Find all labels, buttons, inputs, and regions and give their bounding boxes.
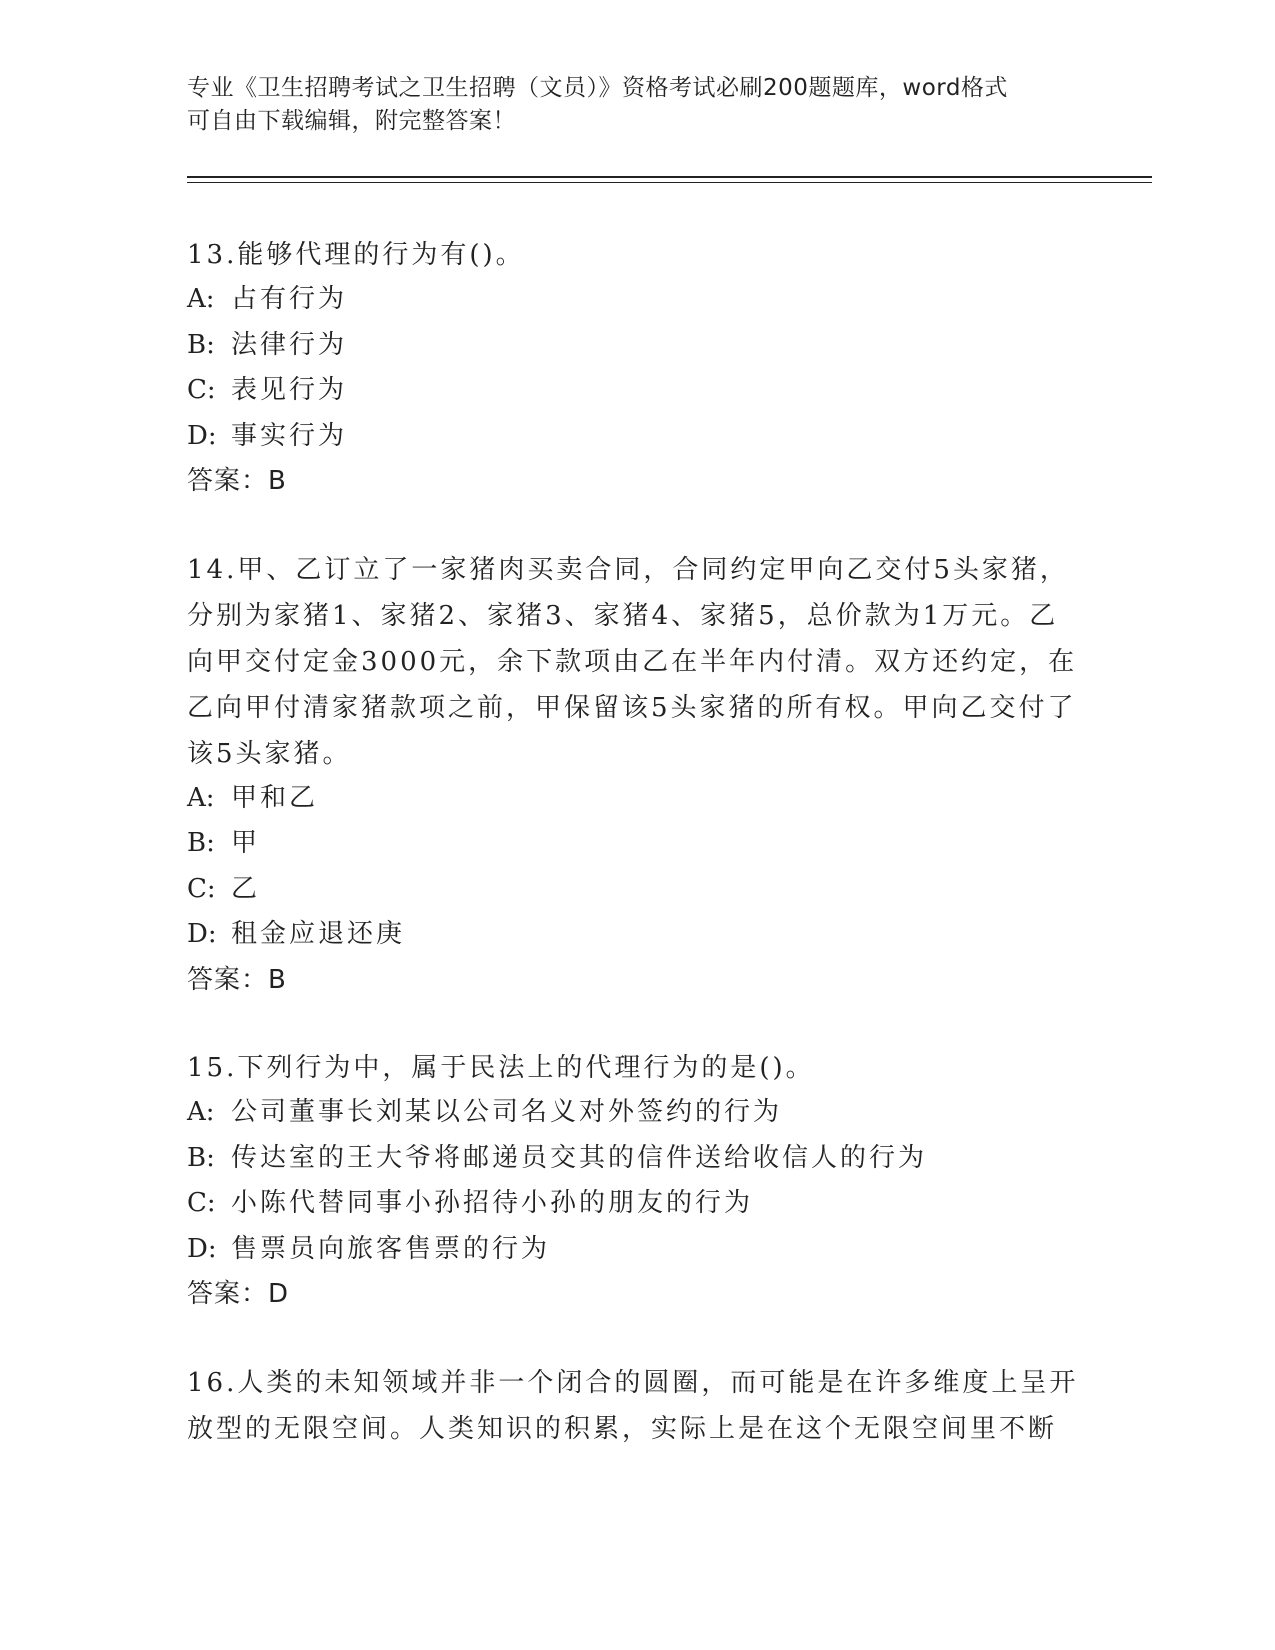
option-c bbox=[187, 1181, 1087, 1227]
option-letter: A: bbox=[187, 284, 215, 314]
option-b bbox=[187, 323, 1087, 369]
answer: 答案：B bbox=[187, 964, 287, 995]
header-rule-thick bbox=[187, 176, 1152, 178]
question-stem: 14.甲、乙订立了一家猪肉买卖合同，合同约定甲向乙交付5头家猪，分别为家猪1、家猪2、家猪3、家猪4、家猪5，总价款为1万元。乙向甲交付定金3000元，余下款项由乙在半年内付清。双方还约定，在乙向甲付清家猪款项之前，甲保留该5头家猪的所有权。甲向乙交付了该5头家猪。 bbox=[187, 554, 1078, 769]
option-d bbox=[187, 912, 1087, 958]
option-letter: C: bbox=[187, 375, 216, 405]
option-text: 甲 bbox=[231, 828, 261, 858]
option-letter: A: bbox=[187, 1097, 215, 1127]
header-rule-thin bbox=[187, 182, 1152, 183]
option-text: 传达室的王大爷将邮递员交其的信件送给收信人的行为 bbox=[231, 1142, 928, 1173]
option-text: 乙 bbox=[231, 873, 261, 904]
option-text: 占有行为 bbox=[231, 284, 348, 314]
option-letter: C: bbox=[187, 1188, 216, 1218]
question-stem: 13.能够代理的行为有()。 bbox=[187, 240, 525, 270]
option-text: 事实行为 bbox=[231, 420, 348, 451]
question-stem: 16.人类的未知领域并非一个闭合的圆圈，而可能是在许多维度上呈开放型的无限空间。人类知识的积累，实际上是在这个无限空间里不断 bbox=[187, 1367, 1079, 1444]
option-a bbox=[187, 1090, 1087, 1136]
document-header bbox=[187, 72, 1067, 138]
option-text: 表见行为 bbox=[231, 375, 348, 405]
header-line-1: 专业《卫生招聘考试之卫生招聘（文员）》资格考试必刷200题题库，word格式 bbox=[187, 75, 1008, 101]
option-c bbox=[187, 867, 1087, 913]
option-text: 公司董事长刘某以公司名义对外签约的行为 bbox=[231, 1097, 783, 1127]
option-text: 法律行为 bbox=[231, 329, 348, 360]
question-stem: 15.下列行为中，属于民法上的代理行为的是()。 bbox=[187, 1053, 815, 1083]
option-c bbox=[187, 368, 1087, 414]
option-text: 小陈代替同事小孙招待小孙的朋友的行为 bbox=[231, 1188, 754, 1218]
option-letter: D: bbox=[187, 919, 217, 949]
option-letter: D: bbox=[187, 1233, 217, 1264]
option-text: 甲和乙 bbox=[231, 782, 319, 813]
option-text: 售票员向旅客售票的行为 bbox=[231, 1233, 551, 1264]
option-b bbox=[187, 821, 1087, 867]
question-15 bbox=[187, 1045, 1087, 1318]
option-letter: C: bbox=[187, 873, 216, 904]
question-13 bbox=[187, 232, 1087, 505]
option-a bbox=[187, 776, 1087, 822]
option-letter: A: bbox=[187, 782, 215, 813]
option-letter: D: bbox=[187, 420, 217, 451]
answer: 答案：B bbox=[187, 466, 287, 496]
answer: 答案：D bbox=[187, 1279, 290, 1309]
option-text: 租金应退还庚 bbox=[231, 919, 406, 949]
question-list bbox=[187, 232, 1087, 1493]
header-line-2: 可自由下载编辑，附完整答案！ bbox=[187, 108, 516, 134]
option-d bbox=[187, 1227, 1087, 1273]
option-b bbox=[187, 1136, 1087, 1182]
option-a bbox=[187, 277, 1087, 323]
option-d bbox=[187, 414, 1087, 460]
option-letter: B: bbox=[187, 1142, 215, 1173]
option-letter: B: bbox=[187, 828, 215, 858]
question-14 bbox=[187, 547, 1087, 1004]
question-16 bbox=[187, 1360, 1087, 1452]
option-letter: B: bbox=[187, 329, 215, 360]
